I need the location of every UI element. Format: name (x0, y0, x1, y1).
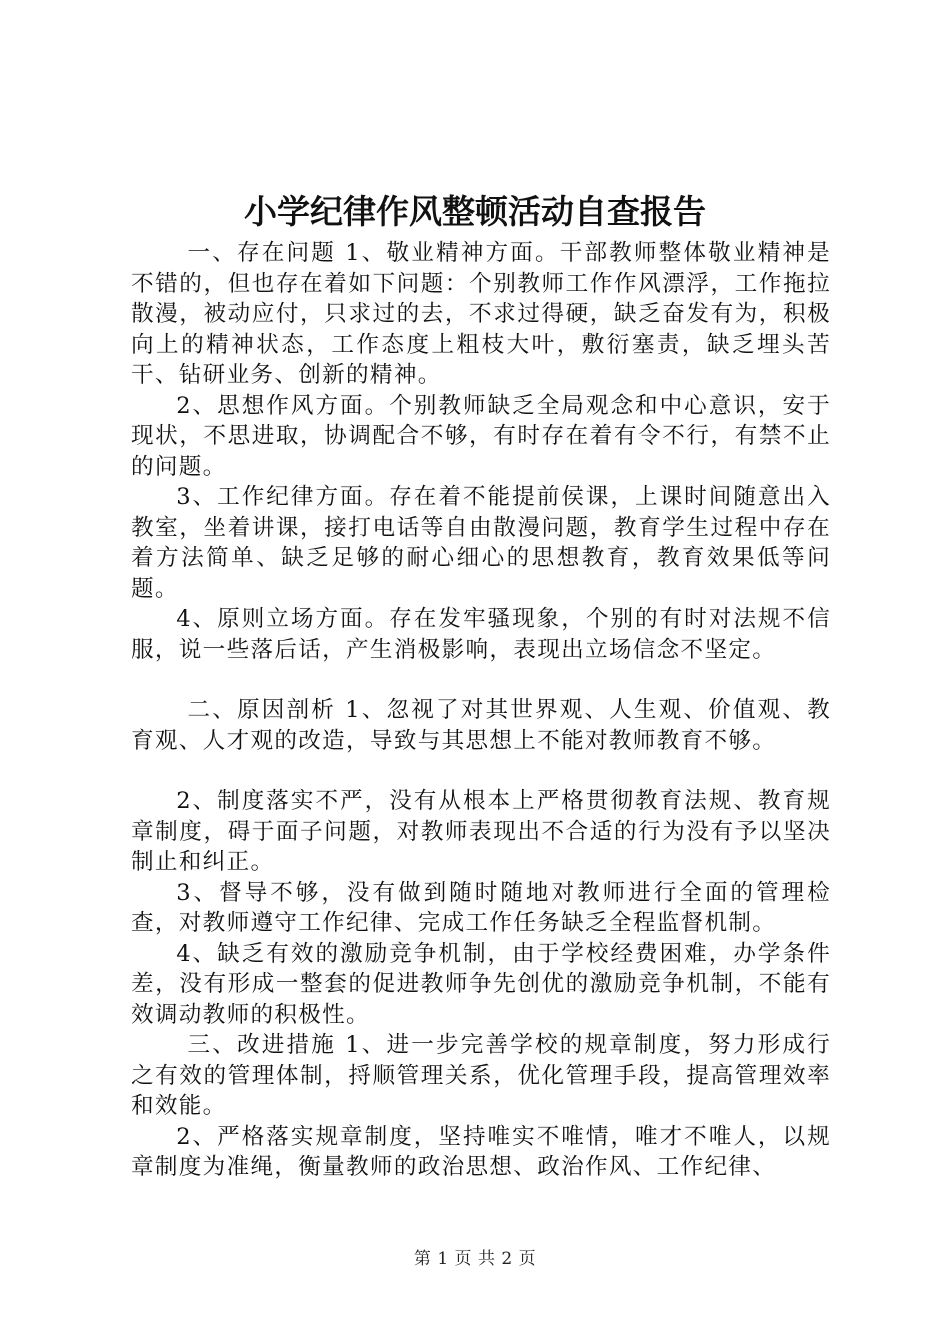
page-number: 第 1 页 共 2 页 (413, 1249, 537, 1269)
paragraph-supervision: 3、督导不够，没有做到随时随地对教师进行全面的管理检查，对教师遵守工作纪律、完成工作任务缺乏全程监督机制。 (131, 879, 831, 936)
paragraph-thinking-style: 2、思想作风方面。个别教师缺乏全局观念和中心意识，安于现状，不思进取，协调配合不够，有时存在着有令不行，有禁不止的问题。 (131, 392, 831, 480)
paragraph-principle-stance: 4、原则立场方面。存在发牢骚现象，个别的有时对法规不信服，说一些落后话，产生消极影响，表现出立场信念不坚定。 (131, 606, 831, 663)
paragraph-system-implementation: 2、制度落实不严，没有从根本上严格贯彻教育法规、教育规章制度，碍于面子问题，对教师表现出不合适的行为没有予以坚决制止和纠正。 (131, 788, 831, 875)
document-body (131, 238, 831, 1183)
paragraph-problems-intro: 一、存在问题 1、敬业精神方面。干部教师整体敬业精神是不错的，但也存在着如下问题：个别教师工作作风漂浮，工作拖拉散漫，被动应付，只求过的去，不求过得硬，缺乏奋发有为，积极向上的精神状态，工作态度上粗枝大叶，敷衍塞责，缺乏埋头苦干、钻研业务、创新的精神。 (131, 240, 831, 388)
document-title: 小学纪律作风整顿活动自查报告 (244, 192, 706, 231)
paragraph-strict-rules: 2、严格落实规章制度，坚持唯实不唯情，唯才不唯人，以规章制度为准绳，衡量教师的政治思想、政治作风、工作纪律、 (131, 1123, 831, 1180)
paragraph-improvement-measures: 三、改进措施 1、进一步完善学校的规章制度，努力形成行之有效的管理体制，捋顺管理关系，优化管理手段，提高管理效率和效能。 (131, 1032, 831, 1119)
paragraph-incentive-mechanism: 4、缺乏有效的激励竞争机制，由于学校经费困难，办学条件差，没有形成一整套的促进教师争先创优的激励竞争机制，不能有效调动教师的积极性。 (131, 940, 831, 1028)
paragraph-work-discipline: 3、工作纪律方面。存在着不能提前侯课，上课时间随意出入教室，坐着讲课，接打电话等自由散漫问题，教育学生过程中存在着方法简单、缺乏足够的耐心细心的思想教育，教育效果低等问题。 (131, 484, 831, 602)
paragraph-cause-analysis: 二、原因剖析 1、忽视了对其世界观、人生观、价值观、教育观、人才观的改造，导致与其思想上不能对教师教育不够。 (131, 697, 831, 754)
